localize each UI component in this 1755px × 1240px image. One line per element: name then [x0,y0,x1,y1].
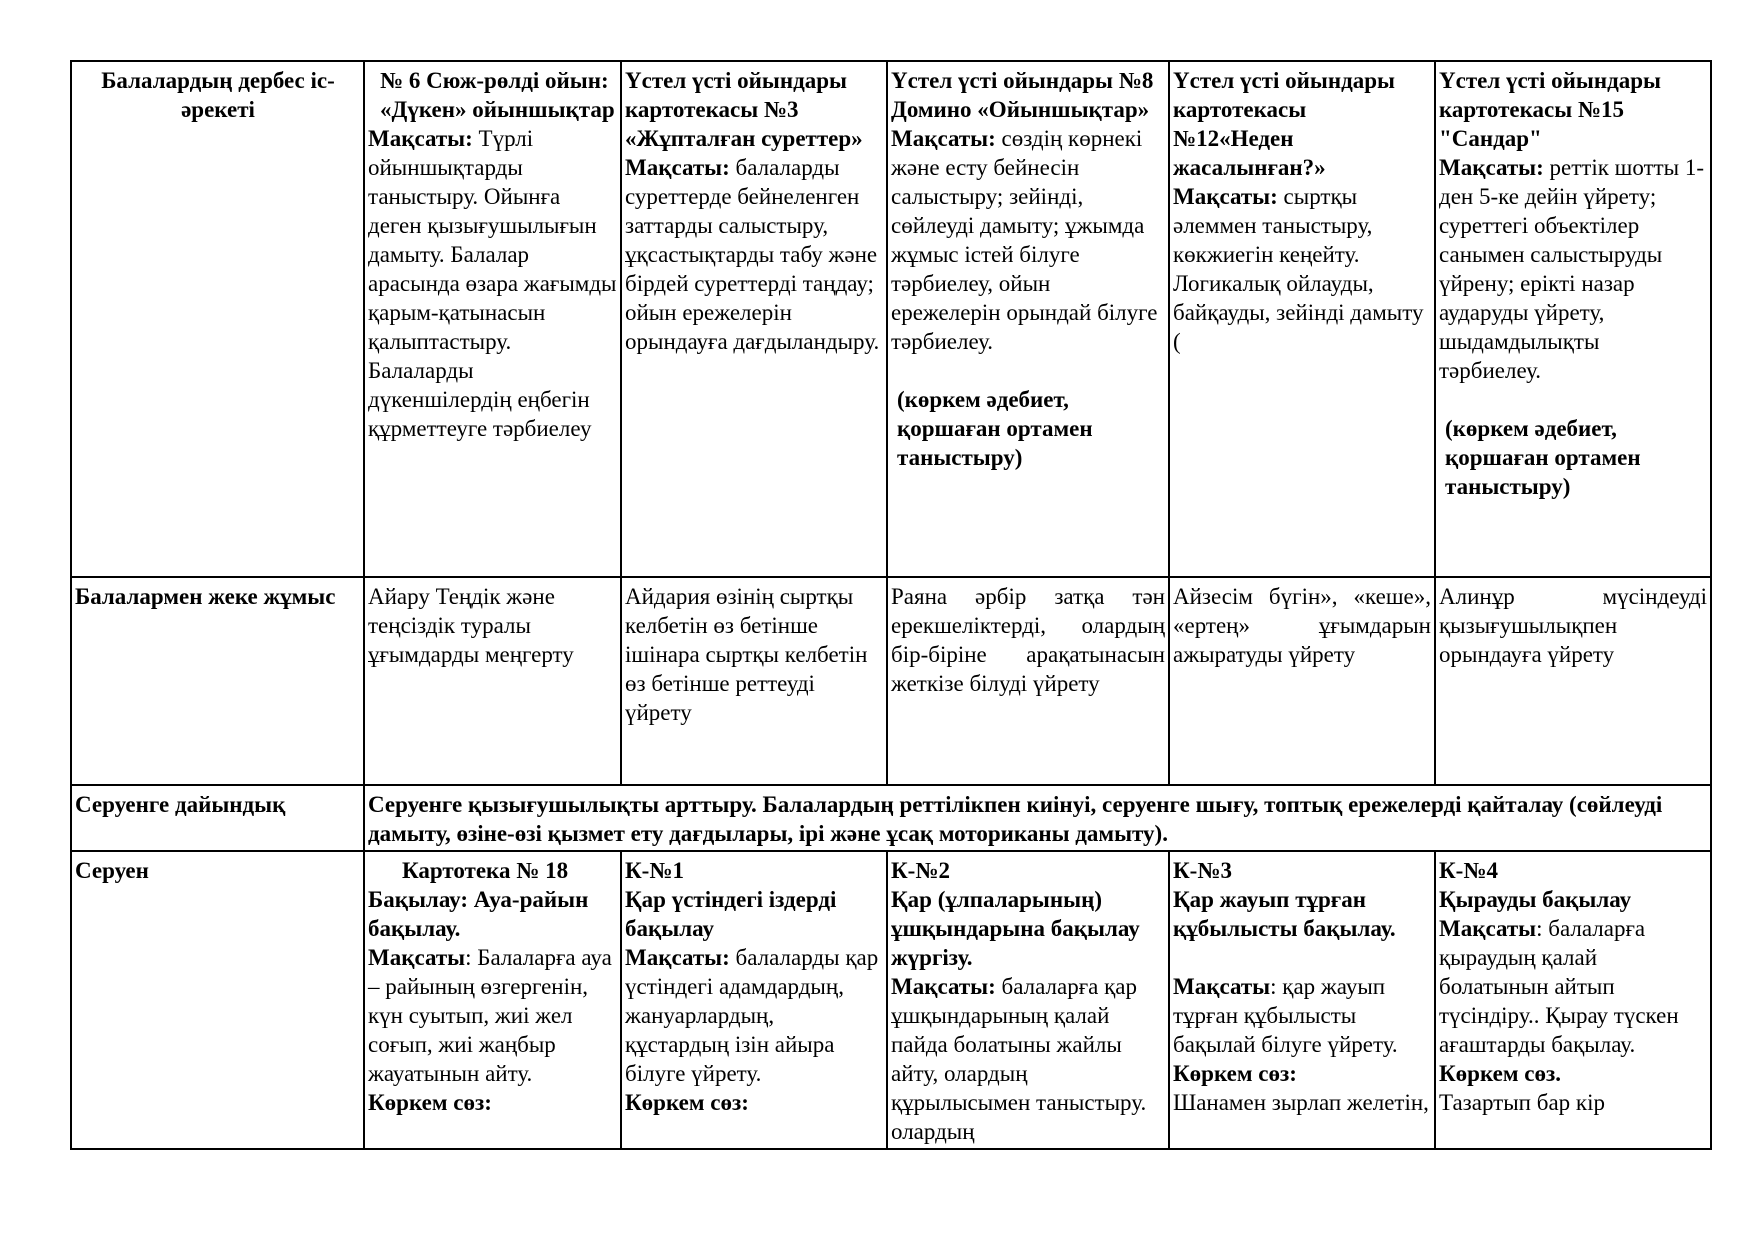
art-word-label: Көркем сөз: [625,1090,749,1115]
activity-cell [1169,61,1435,577]
cell-title: К-№3 [1173,858,1232,883]
goal-label: Мақсаты: [368,126,473,151]
goal-label: Мақсаты: [1439,155,1544,180]
cell-title: Үстел үсті ойындары №8 Домино «Ойыншықтар» [891,68,1154,122]
goal-text: балаларды қар үстіндегі адамдардың, жануарлардың, құстардың ізін айыра білуге үйрету. [625,945,879,1086]
walk-cell [887,851,1169,1149]
row-label: Балалардың дербес іс-әрекеті [71,61,364,577]
cell-title: Үстел үсті ойындары картотекасы №12«Неден жасалынған?» [1173,68,1395,180]
cell-title: Картотека № 18 [402,858,569,883]
cell-title: К-№2 [891,858,950,883]
row-walk [71,851,1711,1149]
goal-label: Мақсаты: [625,945,730,970]
cell-title: Үстел үсті ойындары картотекасы №15 "Сандар" [1439,68,1661,151]
cell-title: Үстел үсті ойындары картотекасы №3 «Жұпталған суреттер» [625,68,863,151]
individual-cell: Алинұр мүсіндеуді қызығушылықпен орындауға үйрету [1435,577,1711,785]
activity-cell [364,61,621,577]
art-word-label: Көркем сөз: [368,1090,492,1115]
subject-note: (көркем әдебиет, қоршаған ортамен таныстыру) [1445,416,1641,499]
art-word-text: Шанамен зырлап желетін, [1173,1090,1429,1115]
goal-label: Мақсаты [1439,916,1537,941]
row-walk-preparation [71,785,1711,851]
activity-cell [887,61,1169,577]
goal-text: сыртқы әлеммен таныстыру, көкжиегін кеңейту. Логикалық ойлауды, байқауды, зейінді дамыту ( [1173,184,1424,354]
individual-cell: Айзесім бүгін», «кеше», «ертең» ұғымдарын ажыратуды үйрету [1169,577,1435,785]
row-label: Балалармен жеке жұмыс [71,577,364,785]
individual-cell: Айару Теңдік және теңсіздік туралы ұғымдарды меңгерту [364,577,621,785]
goal-text: : қар жауып тұрған құбылысты бақылай білуге үйрету. [1173,974,1398,1057]
goal-label: Мақсаты [1173,974,1271,999]
activity-cell [621,61,887,577]
cell-title: К-№4 [1439,858,1498,883]
individual-cell: Раяна әрбір затқа тән ерекшеліктерді, олардың бір-біріне арақатынасын жеткізе білуді үйрету [887,577,1169,785]
goal-text: Түрлі ойыншықтарды таныстыру. Ойынға деген қызығушылығын дамыту. Балалар арасында өзара жағымды қарым-қатынасын қалыптастыру. Балаларды дүкеншілердің еңбегін құрметтеуге тәрбиелеу [368,126,617,441]
goal-label: Мақсаты: [891,126,996,151]
activity-cell [1435,61,1711,577]
row-label: Серуенге дайындық [71,785,364,851]
observation: Бақылау: Ауа-райын бақылау. [368,887,589,941]
observation: Қар үстіндегі іздерді бақылау [625,887,837,941]
walk-preparation-text: Серуенге қызығушылықты арттыру. Балалардың реттілікпен киінуі, серуенге шығу, топтық ережелерді қайталау (сөйлеуді дамыту, өзіне-өзі қызмет ету дағдылары, ірі және ұсақ моториканы дамыту). [364,785,1711,851]
art-word-label: Көркем сөз. [1439,1061,1561,1086]
goal-text: балаларға қар ұшқындарының қалай пайда болатыны жайлы айту, олардың құрылысымен таныстыру. олардың [891,974,1147,1144]
goal-label: Мақсаты [368,945,466,970]
observation: Қар (ұлпаларының) ұшқындарына бақылау жүргізу. [891,887,1140,970]
cell-title: № 6 Сюж-рөлді ойын: «Дүкен» ойыншықтар [380,68,615,122]
walk-cell [364,851,621,1149]
walk-cell [1435,851,1711,1149]
individual-cell: Айдария өзінің сыртқы келбетін өз бетінше ішінара сыртқы келбетін өз бетінше реттеуді үйрету [621,577,887,785]
goal-text: реттік шотты 1-ден 5-ке дейін үйрету; суреттегі объектілер санымен салыстыруды үйрену; ерікті назар аударуды үйрету, шыдамдылықты тәрбиелеу. [1439,155,1705,383]
daily-plan-table [70,60,1712,1150]
art-word-text: Тазартып бар кір [1439,1090,1605,1115]
cell-title: К-№1 [625,858,684,883]
goal-label: Мақсаты: [1173,184,1278,209]
goal-text: балаларды суреттерде бейнеленген заттарды салыстыру, ұқсастықтарды табу және бірдей суреттерді таңдау; ойын ережелерін орындауға дағдыландыру. [625,155,880,354]
subject-note: (көркем әдебиет, қоршаған ортамен таныстыру) [897,387,1093,470]
art-word-label: Көркем сөз: [1173,1061,1297,1086]
walk-cell [1169,851,1435,1149]
observation: Қырауды бақылау [1439,887,1632,912]
goal-text: : балаларға қыраудың қалай болатынын айтып түсіндіру.. Қырау түскен ағаштарды бақылау. [1439,916,1679,1057]
row-independent-activity [71,61,1711,577]
goal-label: Мақсаты: [891,974,996,999]
row-individual-work [71,577,1711,785]
row-label: Серуен [71,851,364,1149]
observation: Қар жауып тұрған құбылысты бақылау. [1173,887,1396,941]
goal-text: : Балаларға ауа – райының өзгергенін, күн суытып, жиі жел соғып, жиі жаңбыр жауатынын айту. [368,945,612,1086]
goal-label: Мақсаты: [625,155,730,180]
walk-cell [621,851,887,1149]
goal-text: сөздің көрнекі және есту бейнесін салыстыру; зейінді, сөйлеуді дамыту; ұжымда жұмыс істей білуге тәрбиелеу, ойын ережелерін орындай білуге тәрбиелеу. [891,126,1158,354]
